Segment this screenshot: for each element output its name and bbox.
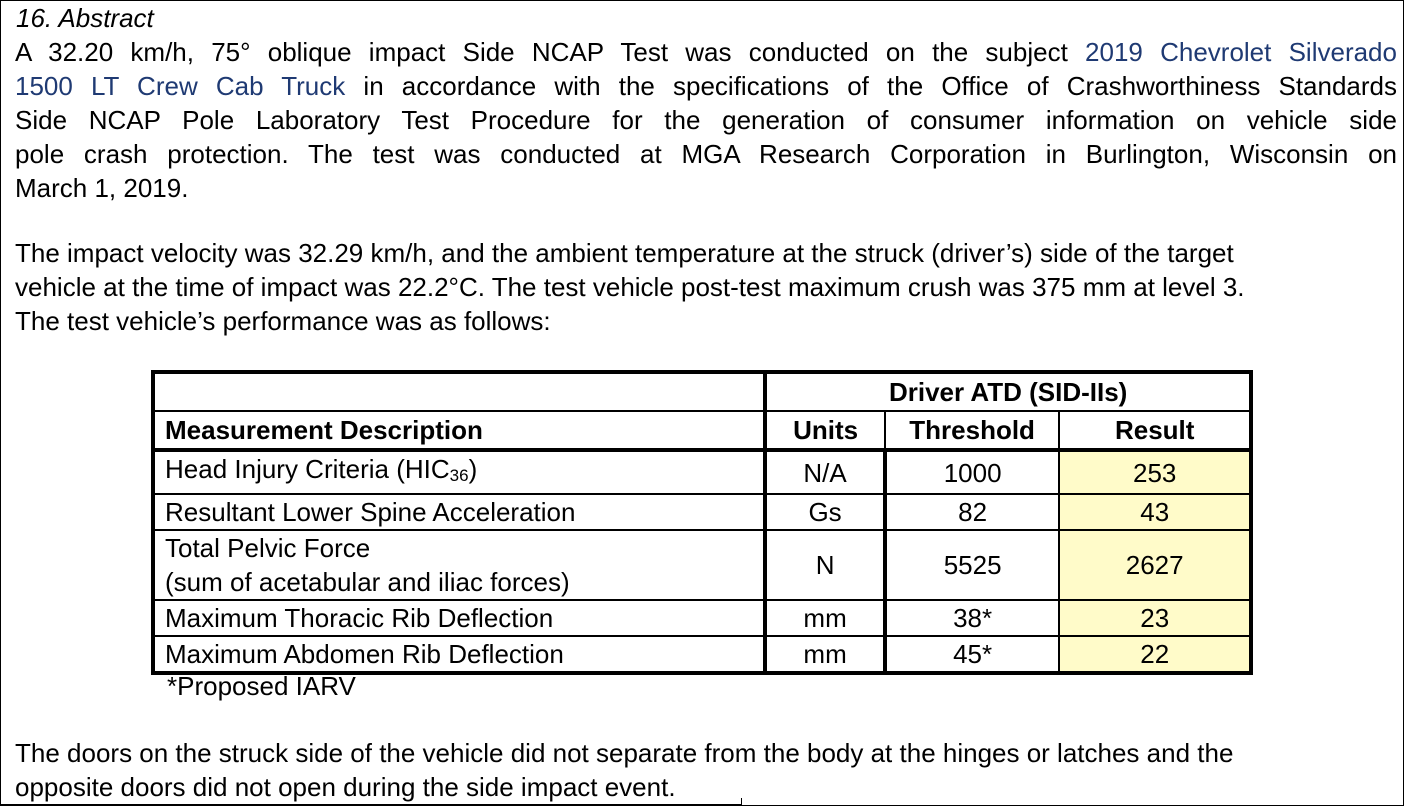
header-result: Result [1059, 411, 1251, 450]
row-description: Total Pelvic Force (sum of acetabular and iliac forces) [153, 530, 765, 600]
abstract-line-4: pole crash protection. The test was conducted at MGA Research Corporation in Burlington, Wisconsin on [15, 139, 1397, 169]
empty-header-cell [153, 372, 765, 411]
velocity-line-1: The impact velocity was 32.29 km/h, and the ambient temperature at the struck (driver’s) side of the target [15, 238, 1234, 268]
row-description: Head Injury Criteria (HIC36) [153, 450, 765, 494]
abstract-paragraph-2 [15, 236, 1404, 338]
row-description: Maximum Abdomen Rib Deflection [153, 636, 765, 673]
header-threshold: Threshold [885, 411, 1060, 450]
velocity-line-2: vehicle at the time of impact was 22.2°C. The test vehicle post-test maximum crush was 375 mm at level 3. [15, 272, 1245, 302]
row-units: mm [765, 636, 885, 673]
row-result: 43 [1059, 494, 1251, 530]
driver-atd-header: Driver ATD (SID-IIs) [765, 372, 1251, 411]
row-units: Gs [765, 494, 885, 530]
row-threshold: 5525 [885, 530, 1060, 600]
section-heading: 16. Abstract [16, 3, 154, 33]
doors-line-2: opposite doors did not open during the side impact event. [15, 772, 676, 802]
row-description: Resultant Lower Spine Acceleration [153, 494, 765, 530]
row-units: N/A [765, 450, 885, 494]
table-footnote: *Proposed IARV [167, 671, 356, 701]
results-table [151, 370, 1253, 675]
table-group-header-row [153, 372, 1251, 411]
abstract-line-5: March 1, 2019. [15, 173, 189, 203]
row-units: mm [765, 600, 885, 636]
row-threshold: 1000 [885, 450, 1060, 494]
abstract-line-3: Side NCAP Pole Laboratory Test Procedure for the generation of consumer information on vehicle side [15, 105, 1397, 135]
row-units: N [765, 530, 885, 600]
row-result: 23 [1059, 600, 1251, 636]
abstract-line-2: 1500 LT Crew Cab Truck in accordance with the specifications of the Office of Crashworthiness Standards [15, 71, 1398, 101]
row-threshold: 82 [885, 494, 1060, 530]
table-row [153, 636, 1251, 673]
abstract-paragraph-1 [15, 35, 1397, 205]
table-row [153, 450, 1251, 494]
vehicle-name-part-2: 1500 LT Crew Cab Truck [15, 71, 346, 101]
header-measurement-description: Measurement Description [153, 411, 765, 450]
vehicle-name-part-1: 2019 Chevrolet Silverado [1085, 37, 1397, 67]
header-units: Units [765, 411, 885, 450]
row-description: Maximum Thoracic Rib Deflection [153, 600, 765, 636]
table-row [153, 494, 1251, 530]
row-threshold: 38* [885, 600, 1060, 636]
table-row [153, 530, 1251, 600]
abstract-paragraph-3 [15, 736, 1397, 804]
velocity-line-3: The test vehicle’s performance was as follows: [15, 306, 551, 336]
row-result: 253 [1059, 450, 1251, 494]
doors-line-1: The doors on the struck side of the vehicle did not separate from the body at the hinges or latches and the [15, 738, 1234, 768]
table-column-header-row [153, 411, 1251, 450]
row-threshold: 45* [885, 636, 1060, 673]
table-row [153, 600, 1251, 636]
abstract-line-1: A 32.20 km/h, 75° oblique impact Side NCAP Test was conducted on the subject 2019 Chevrolet Silverado [15, 37, 1397, 67]
row-result: 2627 [1059, 530, 1251, 600]
row-result: 22 [1059, 636, 1251, 673]
